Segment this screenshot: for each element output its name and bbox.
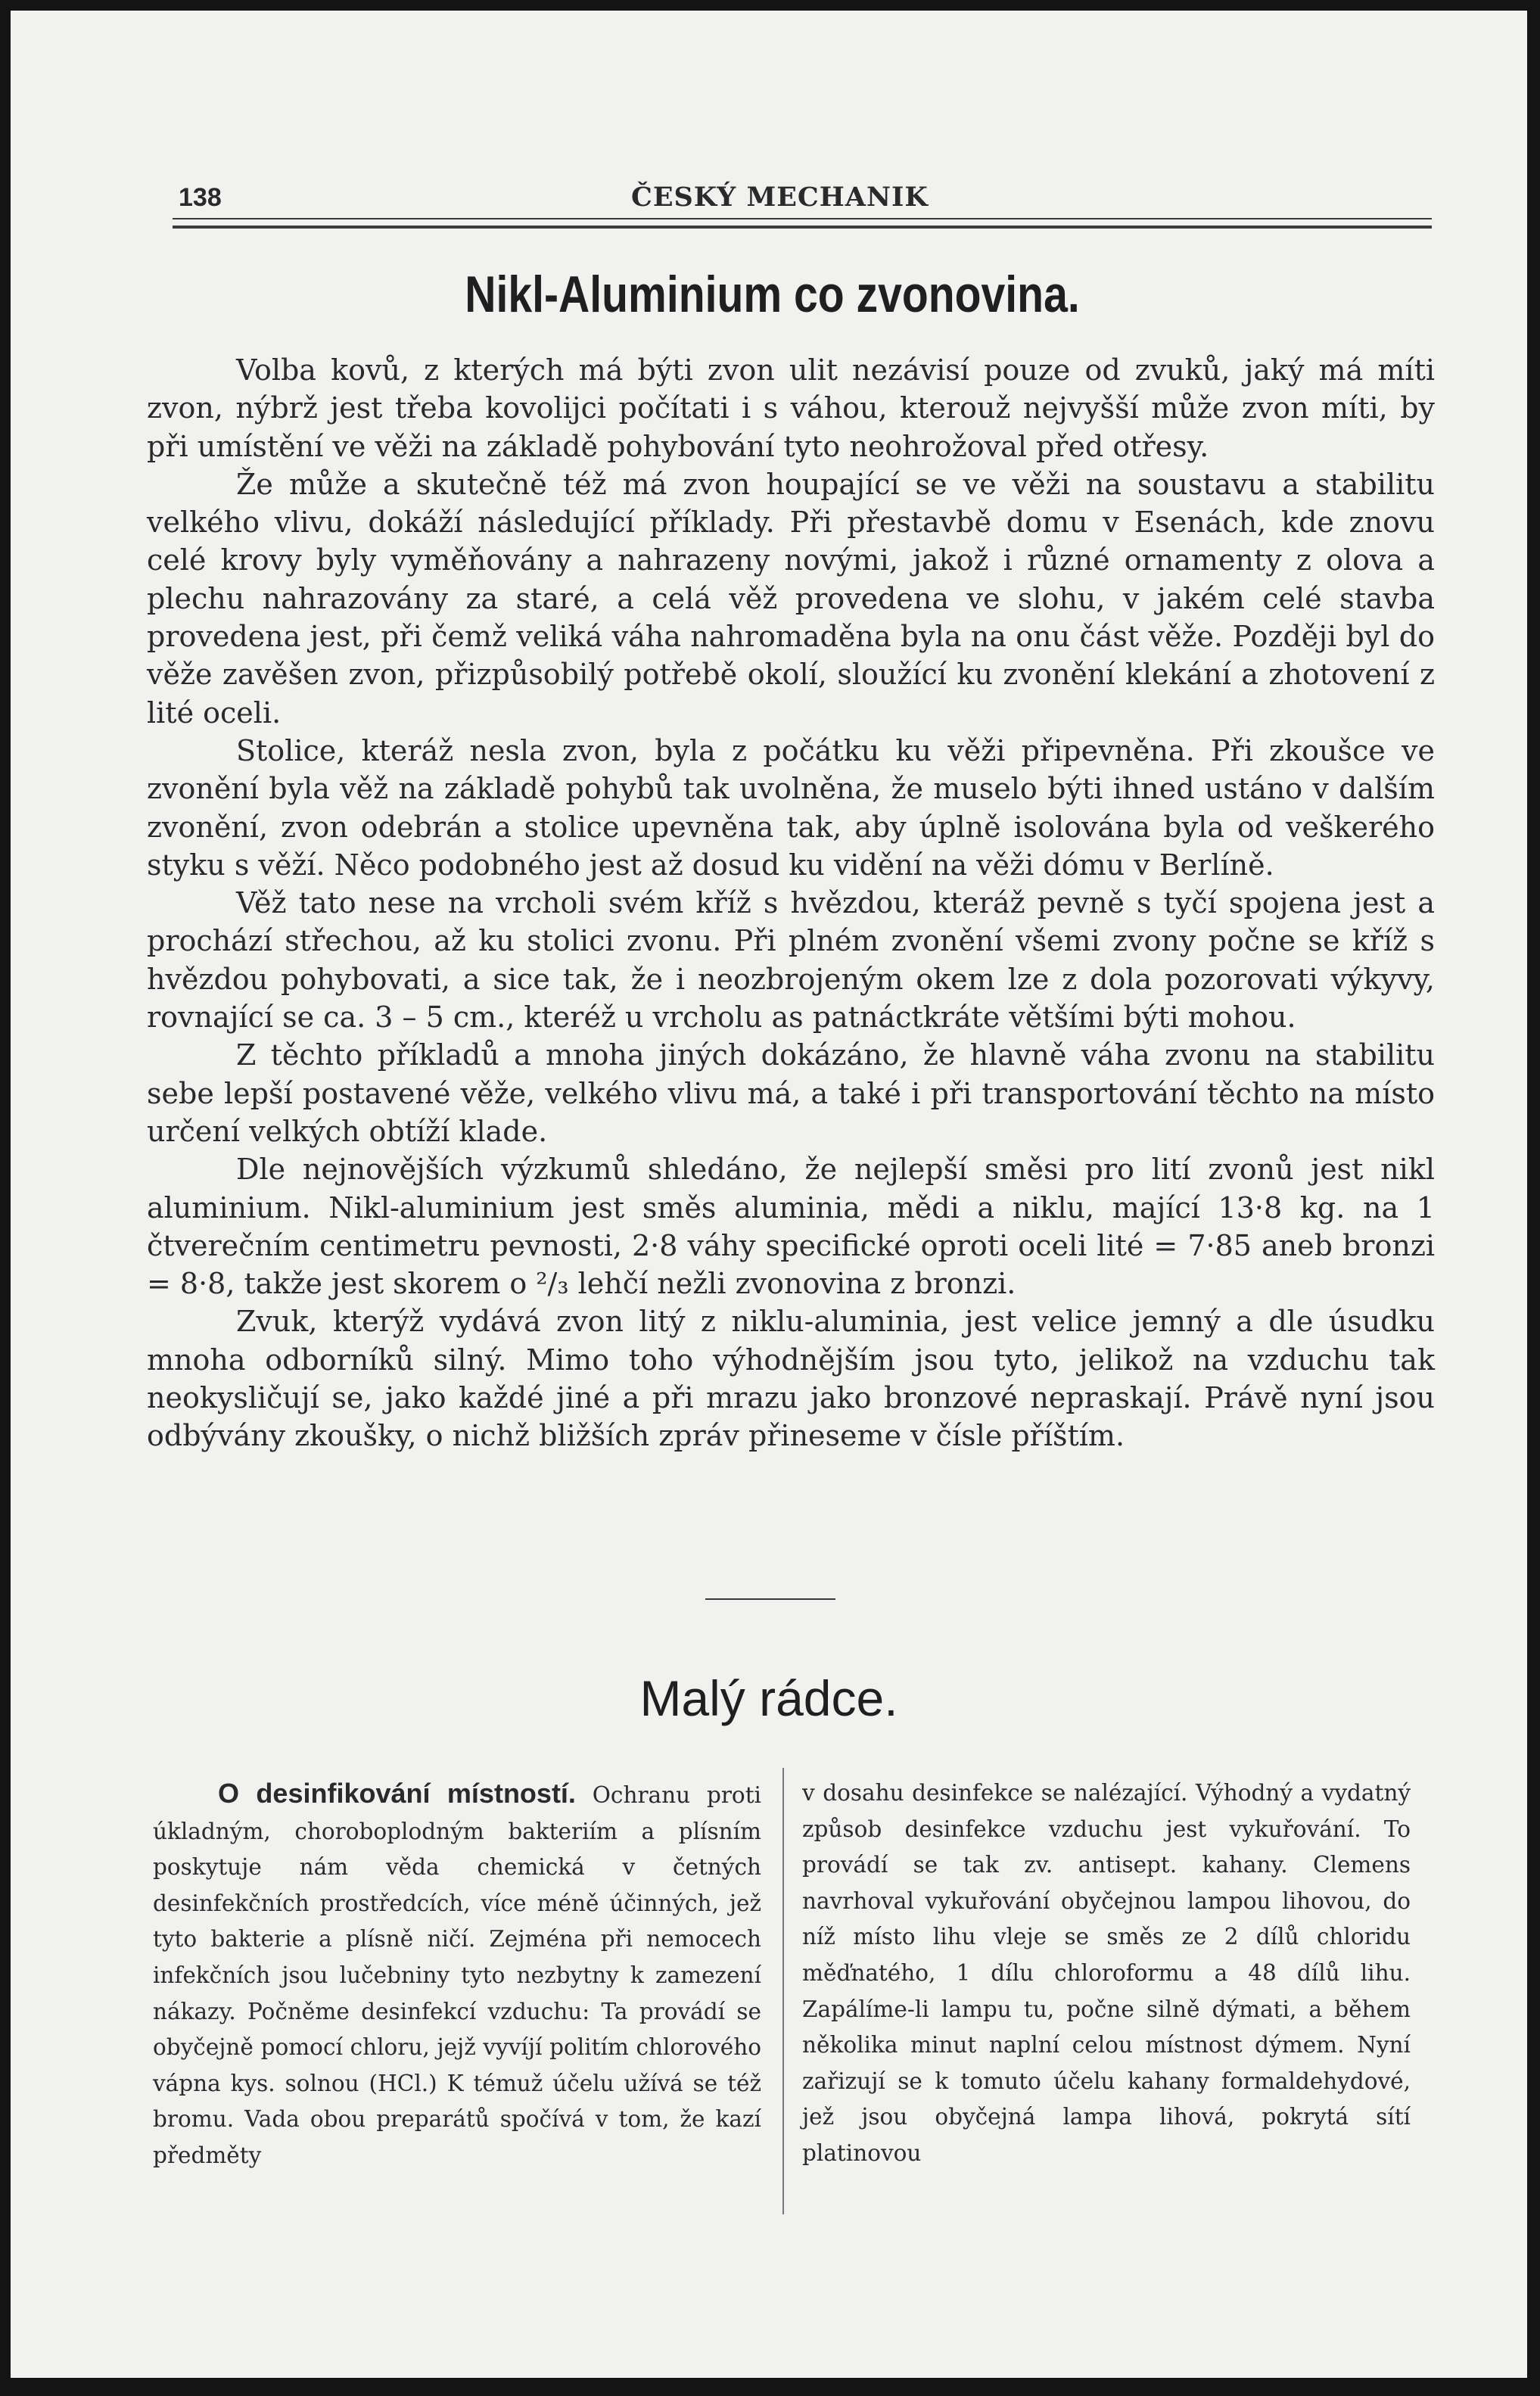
running-title: ČESKÝ MECHANIK: [631, 182, 929, 213]
section-title: Malý rádce.: [639, 1670, 898, 1726]
article-paragraph: Zvuk, kterýž vydává zvon litý z niklu-aluminia, jest velice jemný a dle úsudku mnoha odborníků silný. Mimo toho výhodnějším jsou tyto, jelikož na vzduchu tak neokysličují se, jako každé jiné a při mrazu jako bronzové nepraskají. Právě nyní jsou odbývány zkoušky, o nichž bližších zpráv přineseme v čísle příštím.: [147, 1305, 1435, 1453]
article-title: Nikl-Aluminium co zvonovina.: [465, 266, 1080, 323]
page-number: 138: [179, 183, 222, 212]
left-column: [153, 1775, 761, 2174]
article-paragraph: Volba kovů, z kterých má býti zvon ulit nezávisí pouze od zvuků, jaký má míti zvon, nýbrž jest třeba kovolijci počítati i s váhou, kterouž nejvyšší může zvon míti, by při umístění ve věži na základě pohybování tyto neohrožoval před otřesy.: [147, 353, 1435, 463]
article-paragraph: Stolice, kteráž nesla zvon, byla z počátku ku věži připevněna. Při zkoušce ve zvonění byla věž na základě pohybů tak uvolněna, že muselo býti ihned ustáno v dalším zvonění, zvon odebrán a stolice upevněna tak, aby úplně isolována byla od veškerého styku s věží. Něco podobného jest až dosud ku vidění na věži dómu v Berlíně.: [147, 733, 1435, 882]
article-paragraph: Z těchto příkladů a mnoha jiných dokázáno, že hlavně váha zvonu na stabilitu sebe lepší postavené věže, velkého vlivu má, a také i při transportování těchto na místo určení velkých obtíží klade.: [147, 1038, 1435, 1148]
section-divider: [705, 1598, 835, 1600]
right-column-text: v dosahu desinfekce se nalézající. Výhodný a vydatný způsob desinfekce vzduchu jest vykuřování. To provádí se tak zv. antisept. kahany. Clemens navrhoval vykuřování obyčejnou lampou lihovou, do níž místo lihu vleje se směs ze 2 dílů chloridu měďnatého, 1 dílu chloroformu a 48 dílů lihu. Zapálíme-li lampu tu, počne silně dýmati, a během několika minut naplní celou místnost dýmem. Nyní zařizují se k tomuto účelu kahany formaldehydové, jež jsou obyčejná lampa lihová, pokrytá sítí platinovou: [802, 1780, 1411, 2166]
article-paragraph: Dle nejnovějších výzkumů shledáno, že nejlepší směsi pro lití zvonů jest nikl aluminium. Nikl-aluminium jest směs aluminia, mědi a niklu, mající 13·8 kg. na 1 čtverečním centimetru pevnosti, 2·8 váhy specifické oproti oceli lité = 7·85 aneb bronzi = 8·8, takže jest skorem o ²/₃ lehčí nežli zvonovina z bronzi.: [147, 1153, 1435, 1301]
column-divider: [782, 1768, 784, 2214]
header-rule: [173, 218, 1432, 229]
article-paragraph: Věž tato nese na vrcholi svém kříž s hvězdou, kteráž pevně s tyčí spojena jest a prochází střechou, až ku stolici zvonu. Při plném zvonění všemi zvony počne se kříž s hvězdou pohybovati, a sice tak, že i neozbrojeným okem lze z dola pozorovati výkyvy, rovnající se ca. 3 – 5 cm., kteréž u vrcholu as patnáctkráte většími býti mohou.: [147, 886, 1435, 1035]
article-body: [147, 351, 1435, 1455]
subheading: O desinfikování místností.: [218, 1778, 576, 1809]
left-column-paragraph: [153, 1775, 761, 2174]
article-paragraph: Že může a skutečně též má zvon houpající se ve věži na soustavu a stabilitu velkého vlivu, dokáží následující příklady. Při přestavbě domu v Esenách, kde znovu celé krovy byly vyměňovány a nahrazeny novými, jakož i různé ornamenty z olova a plechu nahrazovány za staré, a celá věž provedena ve slohu, v jakém celé stavba provedena jest, při čemž veliká váha nahromaděna byla na onu část věže. Později byl do věže zavěšen zvon, přizpůsobilý potřebě okolí, sloužící ku zvonění klekání a zhotovení z lité oceli.: [147, 467, 1435, 730]
left-column-text: Ochranu proti úkladným, choroboplodným bakteriím a plísním poskytuje nám věda chemická v četných desinfekčních prostředcích, více méně účinných, jež tyto bakterie a plísně ničí. Zejména při nemocech infekčních jsou lučebniny tyto nezbytny k zamezení nákazy. Počněme desinfekcí vzduchu: Ta provádí se obyčejně pomocí chloru, jejž vyvíjí politím chlorového vápna kys. solnou (HCl.) K témuž účelu užívá se též bromu. Vada obou preparátů spočívá v tom, že kazí předměty: [153, 1782, 761, 2168]
right-column: [802, 1775, 1411, 2172]
page: [11, 11, 1527, 2378]
